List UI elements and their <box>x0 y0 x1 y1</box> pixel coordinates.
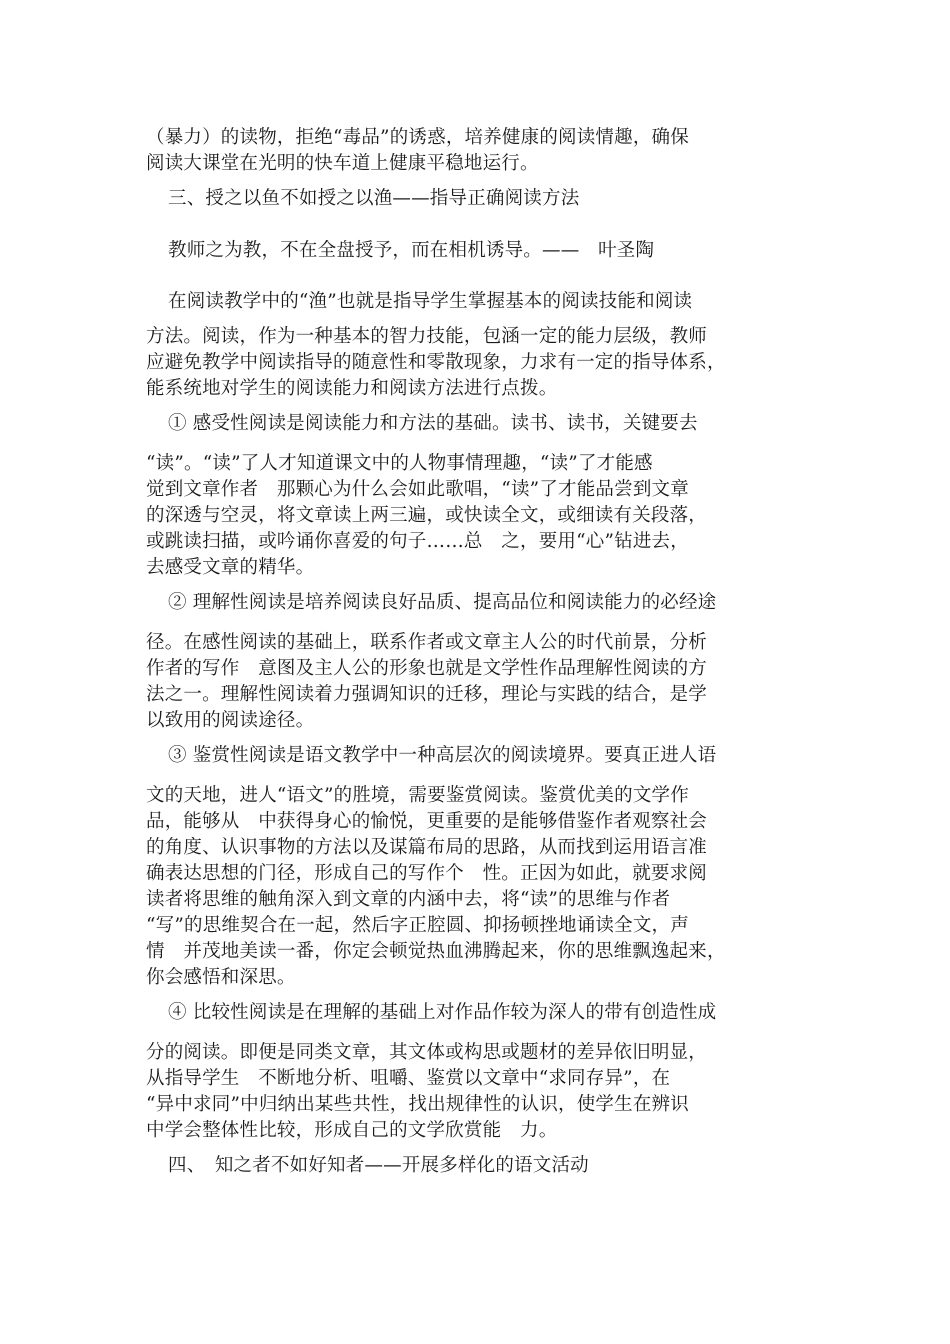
text-line: 或跳读扫描，或吟诵你喜爱的句子……总 之，要用“心”钻进去， <box>146 531 689 552</box>
text-line: 中学会整体性比较，形成自己的文学欣赏能 力。 <box>146 1120 558 1141</box>
text-line: 情 并茂地美读一番，你定会顿觉热血沸腾起来，你的思维飘逸起来， <box>146 941 726 962</box>
section-heading-3: 三、授之以鱼不如授之以渔——指导正确阅读方法 <box>168 188 580 209</box>
text-line: 从指导学生 不断地分析、咀嚼、鉴赏以文章中“求同存异”，在 <box>146 1068 671 1089</box>
text-line: 以致用的阅读途径。 <box>146 710 315 731</box>
text-line: 法之一。理解性阅读着力强调知识的迁移，理论与实践的结合，是学 <box>146 684 708 705</box>
text-line: 读者将思维的触角深入到文章的内涵中去，将“读”的思维与作者 <box>146 889 671 910</box>
text-line: 品，能够从 中获得身心的愉悦，更重要的是能够借鉴作者观察社会 <box>146 811 708 832</box>
section-heading-4: 四、 知之者不如好知者——开展多样化的语文活动 <box>168 1155 589 1176</box>
text-line: “写”的思维契合在一起，然后字正腔圆、抑扬顿挫地诵读全文，声 <box>146 915 689 936</box>
text-line: 应避免教学中阅读指导的随意性和零散现象，力求有一定的指导体系， <box>146 352 726 373</box>
list-item-3: ③ 鉴赏性阅读是语文教学中一种高层次的阅读境界。要真正进人语 <box>168 745 717 766</box>
text-line: 你会感悟和深思。 <box>146 967 296 988</box>
text-line: 去感受文章的精华。 <box>146 557 315 578</box>
text-line: 阅读大课堂在光明的快车道上健康平稳地运行。 <box>146 153 539 174</box>
text-line: “读”。“读”了人才知道课文中的人物事情理趣，“读”了才能感 <box>146 453 653 474</box>
text-line: 分的阅读。即便是同类文章，其文体或构思或题材的差异依旧明显， <box>146 1042 708 1063</box>
text-line: 的深透与空灵，将文章读上两三遍，或快读全文，或细读有关段落， <box>146 505 708 526</box>
text-line: 方法。阅读，作为一种基本的智力技能，包涵一定的能力层级，教师 <box>146 326 708 347</box>
quote-line: 教师之为教，不在全盘授予，而在相机诱导。—— 叶圣陶 <box>168 240 655 261</box>
text-line: 径。在感性阅读的基础上，联系作者或文章主人公的时代前景，分析 <box>146 632 708 653</box>
list-item-4: ④ 比较性阅读是在理解的基础上对作品作较为深人的带有创造性成 <box>168 1002 717 1023</box>
text-line: 文的天地，进人“语文”的胜境，需要鉴赏阅读。鉴赏优美的文学作 <box>146 785 689 806</box>
text-line: 确表达思想的门径，形成自己的写作个 性。正因为如此，就要求阅 <box>146 863 708 884</box>
text-line: 能系统地对学生的阅读能力和阅读方法进行点拨。 <box>146 378 558 399</box>
text-line: 作者的写作 意图及主人公的形象也就是文学性作品理解性阅读的方 <box>146 658 708 679</box>
text-line: “异中求同”中归纳出某些共性，找出规律性的认识，使学生在辨识 <box>146 1094 689 1115</box>
text-line: 觉到文章作者 那颗心为什么会如此歌唱，“读”了才能品尝到文章 <box>146 479 689 500</box>
list-item-2: ② 理解性阅读是培养阅读良好品质、提高品位和阅读能力的必经途 <box>168 592 717 613</box>
list-item-1: ① 感受性阅读是阅读能力和方法的基础。读书、读书，关键要去 <box>168 413 698 434</box>
text-line: 在阅读教学中的“渔”也就是指导学生掌握基本的阅读技能和阅读 <box>168 291 693 312</box>
text-line: （暴力）的读物，拒绝“毒品”的诱惑，培养健康的阅读情趣，确保 <box>146 127 689 148</box>
text-line: 的角度、认识事物的方法以及谋篇布局的思路，从而找到运用语言准 <box>146 837 708 858</box>
